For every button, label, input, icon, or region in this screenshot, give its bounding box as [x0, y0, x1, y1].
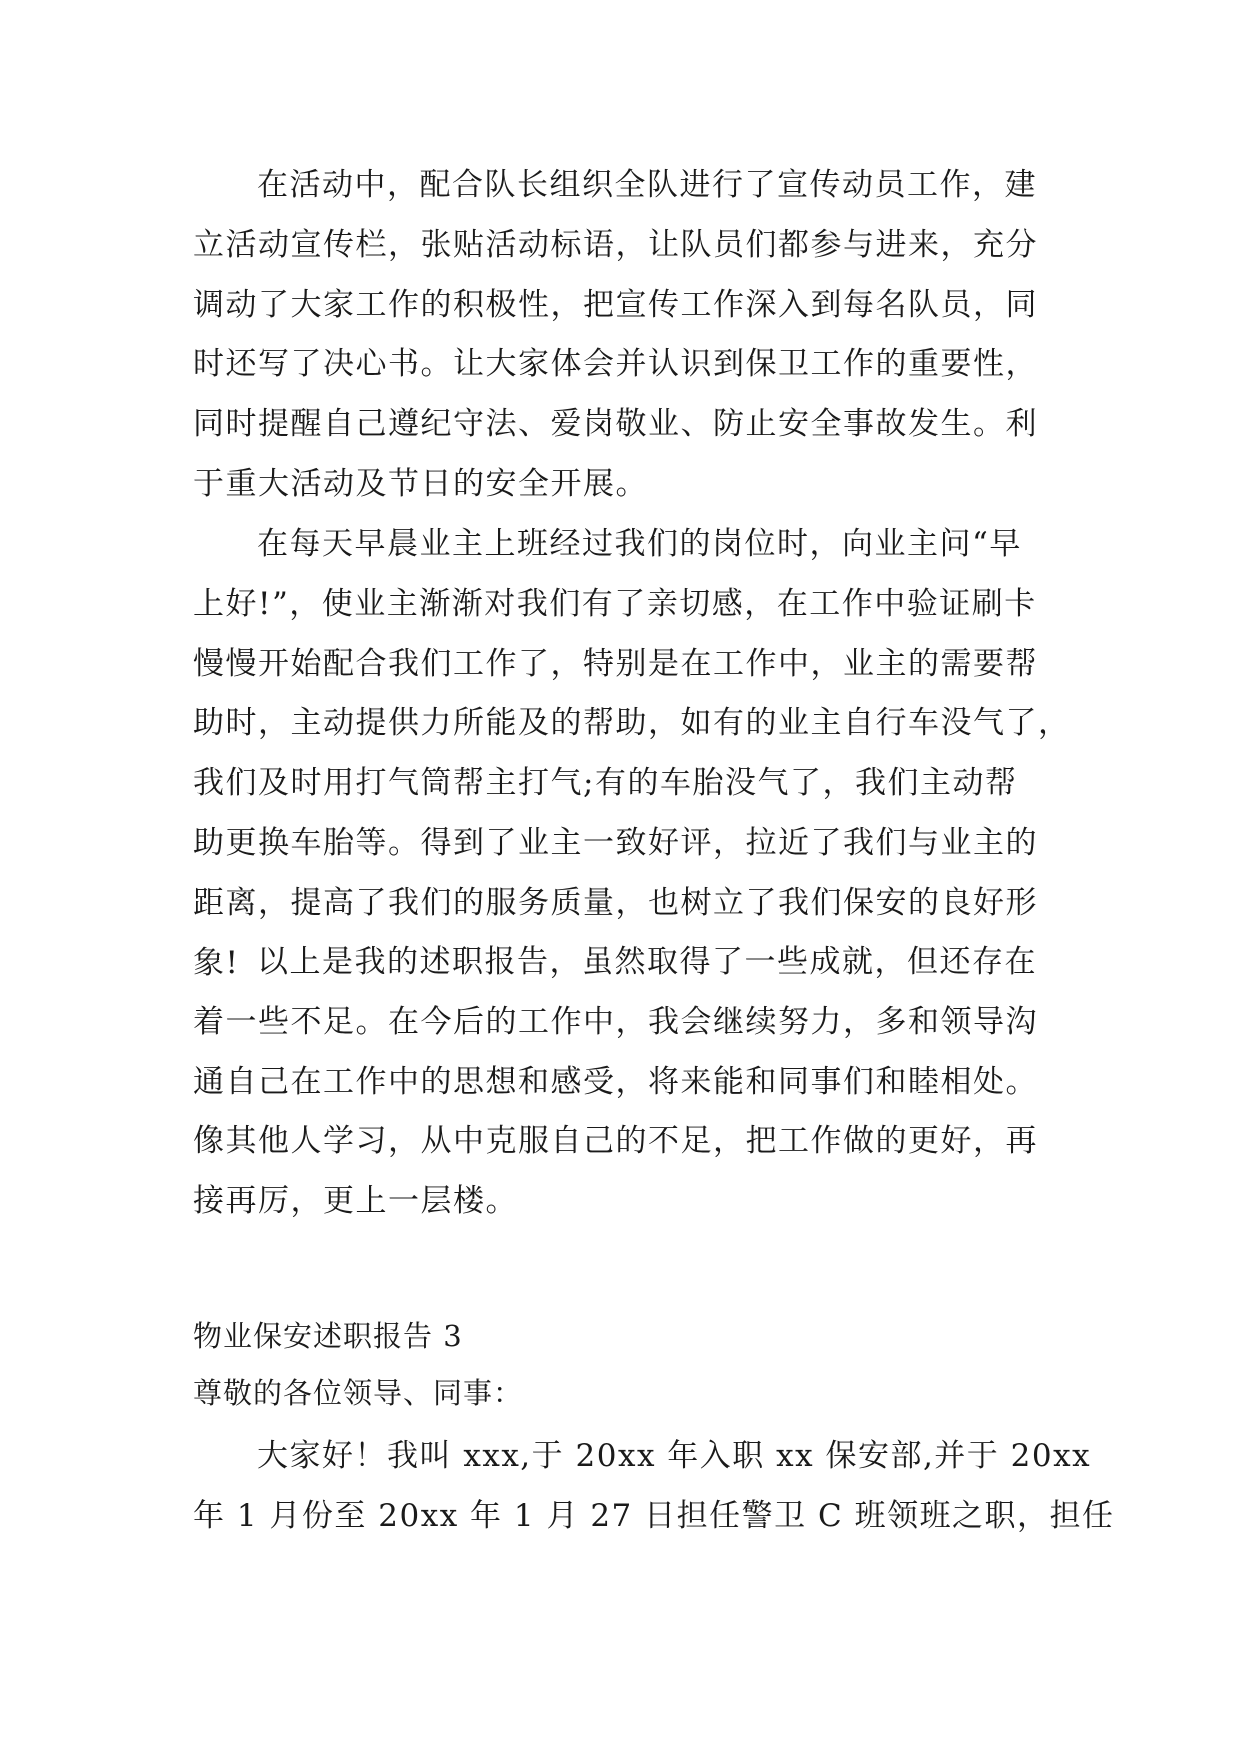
section-heading: 物业保安述职报告 3 — [193, 1319, 463, 1353]
paragraph-service — [193, 515, 1071, 993]
text-line: 助更换车胎等。得到了业主一致好评，拉近了我们与业主的 — [193, 824, 1038, 861]
text-line: 大家好！我叫 xxx,于 20xx 年入职 xx 保安部,并于 20xx — [257, 1438, 1092, 1474]
text-line: 着一些不足。在今后的工作中，我会继续努力，多和领导沟 — [193, 1003, 1038, 1040]
paragraph-intro — [193, 1427, 1115, 1547]
text-line: 时还写了决心书。让大家体会并认识到保卫工作的重要性， — [193, 346, 1038, 383]
paragraph-activity — [193, 156, 1038, 515]
text-line: 于重大活动及节日的安全开展。 — [193, 465, 648, 502]
text-line: 以上是我的述职报告，虽然取得了一些成就，但还存在 — [257, 944, 1037, 980]
text-line: 助时，主动提供力所能及的帮助，如有的业主自行车没气了， — [193, 705, 1071, 742]
text-line: 我们及时用打气筒帮主打气;有的车胎没气了，我们主动帮 — [193, 765, 1018, 802]
text-line: 慢慢开始配合我们工作了，特别是在工作中，业主的需要帮 — [193, 645, 1038, 682]
text-line: 调动了大家工作的积极性，把宣传工作深入到每名队员，同 — [193, 286, 1038, 323]
text-line: 像其他人学习，从中克服自己的不足，把工作做的更好，再 — [193, 1123, 1038, 1160]
text-line: 上好!”，使业主渐渐对我们有了亲切感，在工作中验证刷卡 — [193, 585, 1037, 622]
text-line: 年 1 月份至 20xx 年 1 月 27 日担任警卫 C 班领班之职，担任 — [193, 1497, 1115, 1534]
text-line: 在活动中，配合队长组织全队进行了宣传动员工作，建 — [257, 167, 1037, 203]
salutation: 尊敬的各位领导、同事： — [193, 1376, 524, 1410]
text-line: 通自己在工作中的思想和感受，将来能和同事们和睦相处。 — [193, 1063, 1038, 1100]
text-line: 接再厉，更上一层楼。 — [193, 1183, 518, 1220]
text-line: 同时提醒自己遵纪守法、爱岗敬业、防止安全事故发生。利 — [193, 406, 1038, 443]
text-line: 距离，提高了我们的服务质量，也树立了我们保安的良好形 — [193, 884, 1038, 921]
text-line: 在每天早晨业主上班经过我们的岗位时，向业主问“早 — [257, 526, 1022, 562]
text-line: 象! — [193, 944, 240, 981]
paragraph-conclusion — [193, 933, 1038, 1232]
text-line: 立活动宣传栏，张贴活动标语，让队员们都参与进来，充分 — [193, 226, 1038, 263]
